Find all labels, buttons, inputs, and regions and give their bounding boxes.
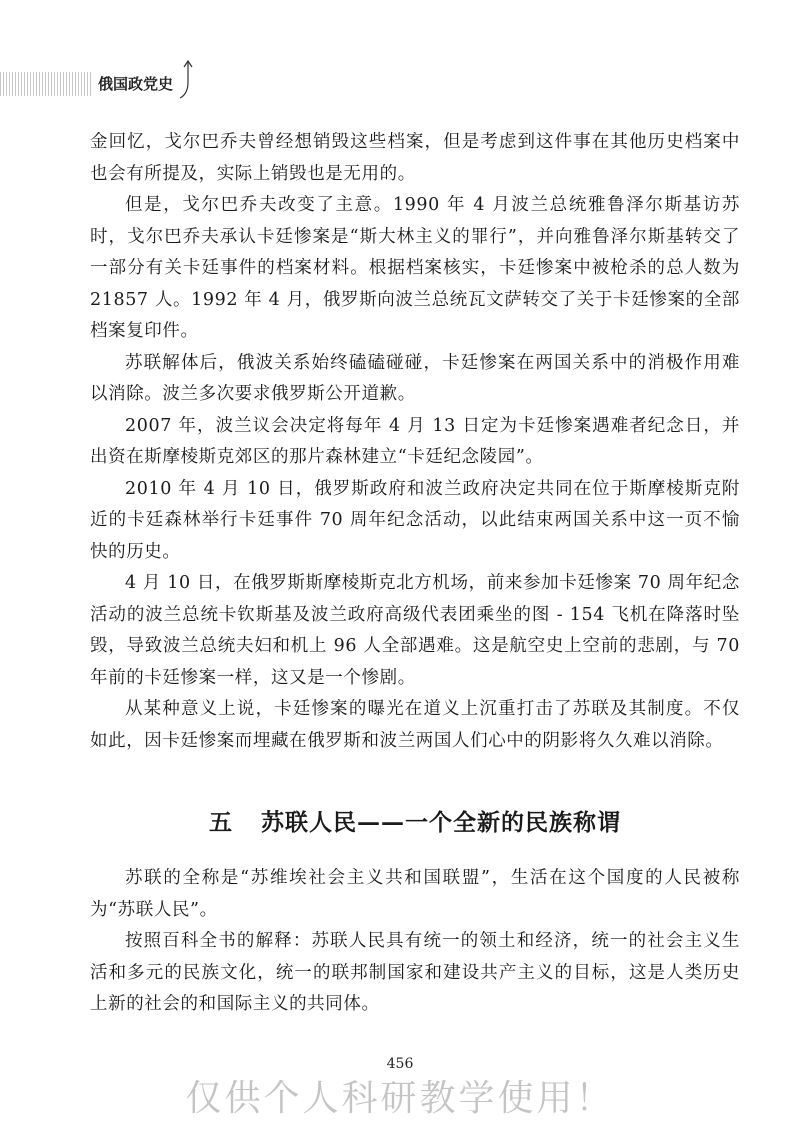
paragraph: 但是，戈尔巴乔夫改变了主意。1990 年 4 月波兰总统雅鲁泽尔斯基访苏时，戈尔巴乔夫承认卡廷惨案是“斯大林主义的罪行”，并向雅鲁泽尔斯基转交了一部分有关卡廷事件的档案材料。根据档案核实，卡廷惨案中被枪杀的总人数为 21857 人。1992 年 4 月，俄罗斯向波兰总统瓦文萨转交了关于卡廷惨案的全部档案复印件。 bbox=[90, 195, 740, 341]
paragraph: 金回忆，戈尔巴乔夫曾经想销毁这些档案，但是考虑到这件事在其他历史档案中也会有所提及，实际上销毁也是无用的。 bbox=[90, 132, 740, 184]
page-body bbox=[90, 127, 740, 1021]
header-decoration bbox=[0, 72, 96, 96]
paragraph: 按照百科全书的解释：苏联人民具有统一的领土和经济，统一的社会主义生活和多元的民族文化，统一的联邦制国家和建设共产主义的目标，这是人类历史上新的社会的和国际主义的共同体。 bbox=[90, 931, 740, 1014]
section-heading bbox=[90, 803, 740, 843]
paragraph: 从某种意义上说，卡廷惨案的曝光在道义上沉重打击了苏联及其制度。不仅如此，因卡廷惨案而埋藏在俄罗斯和波兰两国人们心中的阴影将久久难以消除。 bbox=[90, 699, 740, 751]
paragraph: 2010 年 4 月 10 日，俄罗斯政府和波兰政府决定共同在位于斯摩棱斯克附近的卡廷森林举行卡廷事件 70 周年纪念活动，以此结束两国关系中这一页不愉快的历史。 bbox=[90, 478, 740, 562]
paragraph: 苏联解体后，俄波关系始终磕磕碰碰，卡廷惨案在两国关系中的消极作用难以消除。波兰多次要求俄罗斯公开道歉。 bbox=[90, 352, 740, 404]
section-title: 苏联人民——一个全新的民族称谓 bbox=[261, 809, 621, 836]
paragraph: 苏联的全称是“苏维埃社会主义共和国联盟”，生活在这个国度的人民被称为“苏联人民”。 bbox=[90, 868, 740, 920]
page-number: 456 bbox=[386, 1056, 414, 1072]
paragraph: 4 月 10 日，在俄罗斯斯摩棱斯克北方机场，前来参加卡廷惨案 70 周年纪念活动的波兰总统卡钦斯基及波兰政府高级代表团乘坐的图 - 154 飞机在降落时坠毁，导致波兰总统夫妇和机上 96 人全部遇难。这是航空史上空前的悲剧，与 70 年前的卡廷惨案一样，这又是一个惨剧。 bbox=[90, 573, 740, 688]
watermark: 仅供个人科研教学使用！ bbox=[185, 1078, 615, 1119]
header-arrow-icon bbox=[178, 58, 194, 100]
paragraph: 2007 年，波兰议会决定将每年 4 月 13 日定为卡廷惨案遇难者纪念日，并出资在斯摩棱斯克郊区的那片森林建立“卡廷纪念陵园”。 bbox=[90, 415, 740, 467]
running-header-title: 俄国政党史 bbox=[92, 72, 179, 96]
section-number: 五 bbox=[209, 809, 233, 836]
